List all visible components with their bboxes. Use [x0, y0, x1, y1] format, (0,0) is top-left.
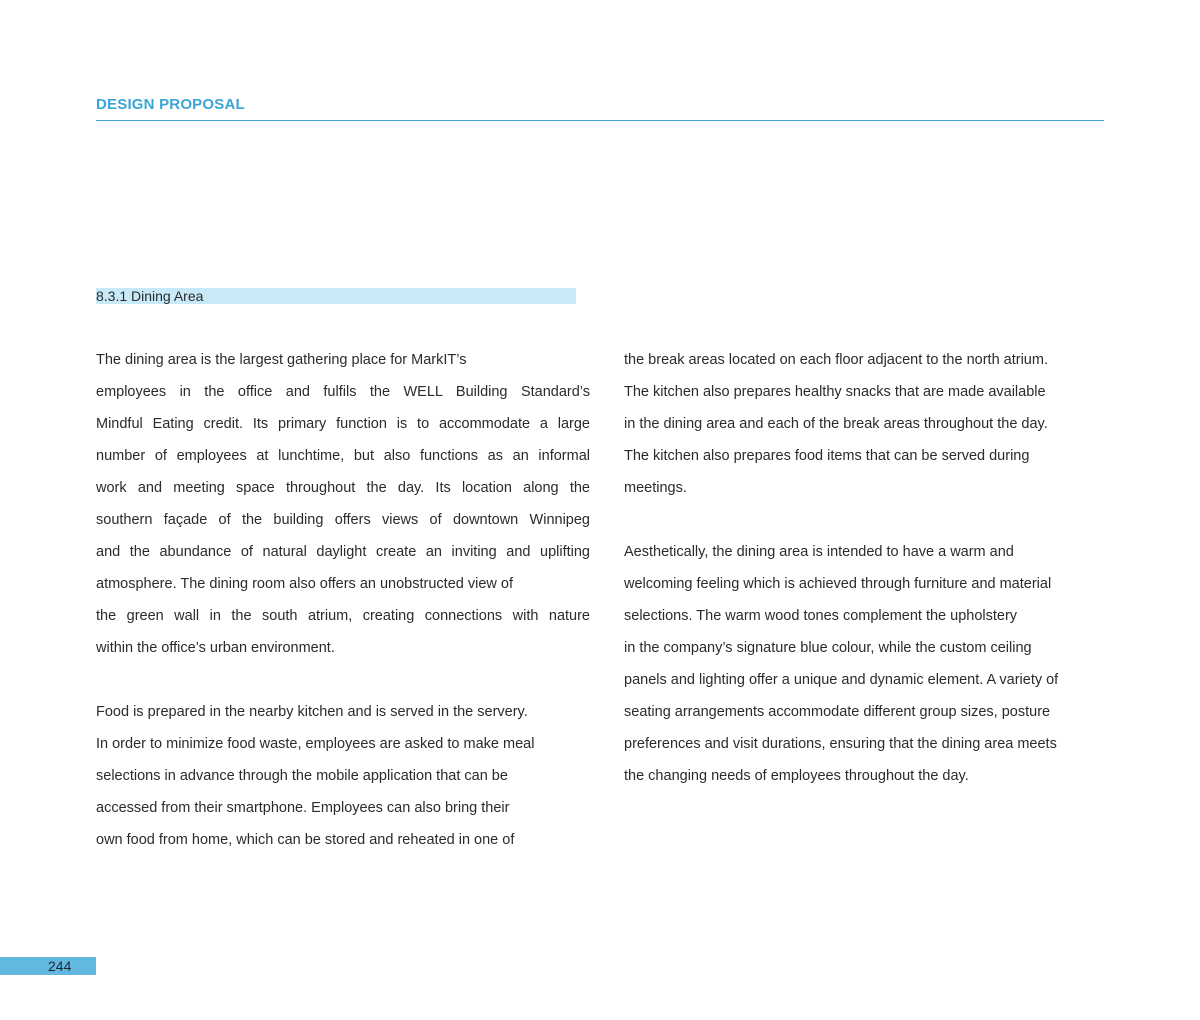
- text-line: selections in advance through the mobile application that can be: [96, 768, 508, 784]
- paragraph-aesthetics: [624, 536, 1104, 792]
- text-line: atmosphere. The dining room also offers an unobstructed view of: [96, 576, 513, 592]
- text-line: in the company’s signature blue colour, while the custom ceiling: [624, 640, 1032, 656]
- text-line: own food from home, which can be stored and reheated in one of: [96, 832, 515, 848]
- paragraph-dining-overview: [96, 344, 590, 664]
- text-line: number of employees at lunchtime, but also functions as an informal: [96, 448, 590, 464]
- text-line: the green wall in the south atrium, creating connections with nature: [96, 608, 590, 624]
- paragraph-gap: [96, 664, 590, 696]
- text-line: employees in the office and fulfils the WELL Building Standard’s: [96, 384, 590, 400]
- text-line: Aesthetically, the dining area is intended to have a warm and: [624, 544, 1014, 560]
- text-line: work and meeting space throughout the day. Its location along the: [96, 480, 590, 496]
- text-line: In order to minimize food waste, employees are asked to make meal: [96, 736, 535, 752]
- text-line: panels and lighting offer a unique and dynamic element. A variety of: [624, 672, 1059, 688]
- page-number: 244: [48, 958, 72, 974]
- paragraph-break-areas: [624, 344, 1104, 504]
- text-line: The dining area is the largest gathering place for MarkIT’s: [96, 352, 467, 368]
- text-line: The kitchen also prepares healthy snacks that are made available: [624, 384, 1046, 400]
- paragraph-gap: [624, 504, 1104, 536]
- page-number-tab: [0, 957, 96, 975]
- right-column: [624, 344, 1104, 792]
- header-divider: [96, 120, 1104, 121]
- text-line: within the office’s urban environment.: [96, 640, 335, 656]
- text-line: the changing needs of employees throughout the day.: [624, 768, 969, 784]
- text-line: The kitchen also prepares food items that can be served during: [624, 448, 1030, 464]
- text-line: southern façade of the building offers views of downtown Winnipeg: [96, 512, 590, 528]
- text-line: the break areas located on each floor adjacent to the north atrium.: [624, 352, 1048, 368]
- text-line: seating arrangements accommodate different group sizes, posture: [624, 704, 1051, 720]
- text-line: welcoming feeling which is achieved through furniture and material: [624, 576, 1052, 592]
- paragraph-food-service: [96, 696, 590, 856]
- text-line: meetings.: [624, 480, 687, 496]
- section-heading: 8.3.1 Dining Area: [96, 288, 576, 304]
- left-column: [96, 344, 590, 856]
- text-line: preferences and visit durations, ensuring that the dining area meets: [624, 736, 1057, 752]
- header-title: DESIGN PROPOSAL: [96, 96, 245, 113]
- text-line: accessed from their smartphone. Employees can also bring their: [96, 800, 510, 816]
- text-line: selections. The warm wood tones complement the upholstery: [624, 608, 1018, 624]
- text-line: Food is prepared in the nearby kitchen and is served in the servery.: [96, 704, 528, 720]
- text-line: in the dining area and each of the break areas throughout the day.: [624, 416, 1048, 432]
- text-line: Mindful Eating credit. Its primary function is to accommodate a large: [96, 416, 590, 432]
- text-line: and the abundance of natural daylight create an inviting and uplifting: [96, 544, 590, 560]
